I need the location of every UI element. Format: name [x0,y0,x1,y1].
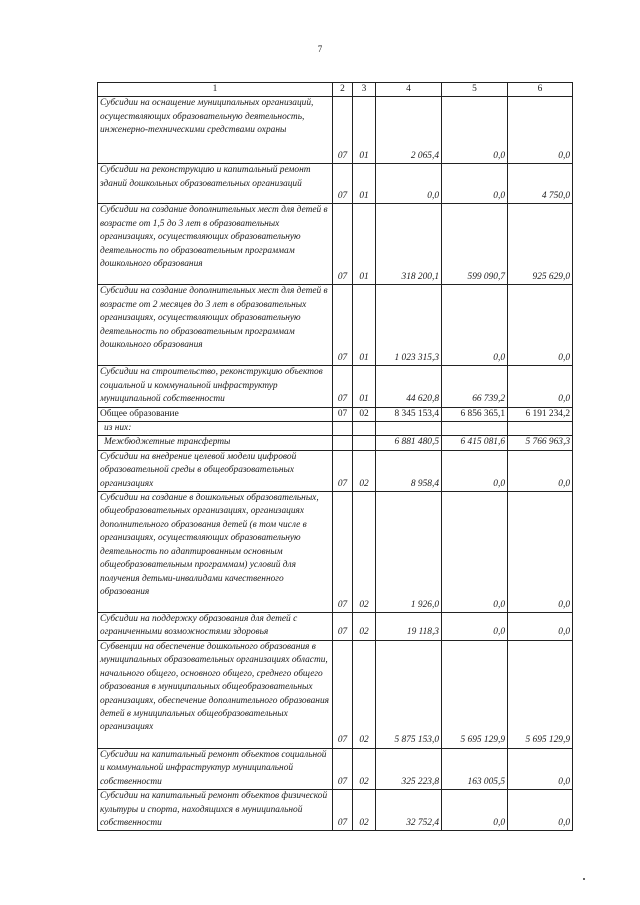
page-number: 7 [317,44,323,54]
table-row [98,436,573,450]
value-cell-col5: 0,0 [442,613,508,641]
column-header: 3 [353,83,376,97]
value-cell-col6: 6 191 234,2 [508,407,573,421]
subsection-code-cell: 02 [353,748,376,789]
table-row [98,285,573,366]
value-cell-col4: 1 926,0 [376,492,442,613]
table-row [98,450,573,491]
value-cell-col6: 5 695 129,9 [508,640,573,748]
value-cell-col4: 325 223,8 [376,748,442,789]
row-name-cell: Субсидии на капитальный ремонт объектов физической культуры и спорта, находящихся в муниципальной собственности [98,790,333,831]
value-cell-col6: 5 766 963,3 [508,436,573,450]
section-code-cell: 07 [333,204,353,285]
table-row [98,422,573,436]
table-row [98,640,573,748]
value-cell-col5: 6 856 365,1 [442,407,508,421]
subsection-code-cell: 02 [353,492,376,613]
subsection-code-cell: 01 [353,97,376,164]
value-cell-col6: 0,0 [508,285,573,366]
row-name-cell: Субвенции на обеспечение дошкольного образования в муниципальных образовательных организациях области, начального общего, основного общего, среднего общего образования в муниципальных общеобразовательных организациях, обеспечение дополнительного образования детей в муниципальных общеобразовательных организациях [98,640,333,748]
value-cell-col5: 0,0 [442,790,508,831]
scan-speck [583,878,585,880]
table-row [98,204,573,285]
value-cell-col5: 66 739,2 [442,366,508,407]
value-cell-col4: 19 118,3 [376,613,442,641]
subsection-code-cell: 01 [353,366,376,407]
subsection-code-cell: 02 [353,640,376,748]
value-cell-col4: 8 345 153,4 [376,407,442,421]
value-cell-col4: 8 958,4 [376,450,442,491]
value-cell-col4: 0,0 [376,164,442,204]
value-cell-col6: 0,0 [508,97,573,164]
value-cell-col6: 925 629,0 [508,204,573,285]
row-name-cell: Субсидии на капитальный ремонт объектов социальной и коммунальной инфраструктур муниципальной собственности [98,748,333,789]
value-cell-col5: 163 005,5 [442,748,508,789]
table-row [98,790,573,831]
subsection-code-cell: 02 [353,450,376,491]
value-cell-col4: 44 620,8 [376,366,442,407]
table-row [98,492,573,613]
value-cell-col6: 0,0 [508,450,573,491]
row-name-cell: Субсидии на реконструкцию и капитальный ремонт зданий дошкольных образовательных организаций [98,164,333,204]
value-cell-col5: 0,0 [442,164,508,204]
row-name-cell: Субсидии на создание дополнительных мест для детей в возрасте от 2 месяцев до 3 лет в образовательных организациях, осуществляющих образовательную деятельность по образовательным программам дошкольного образования [98,285,333,366]
column-header: 2 [333,83,353,97]
subsection-code-cell [353,436,376,450]
section-code-cell: 07 [333,613,353,641]
column-header: 1 [98,83,333,97]
table-row [98,366,573,407]
section-code-cell: 07 [333,492,353,613]
value-cell-col6: 0,0 [508,366,573,407]
subsection-code-cell: 01 [353,164,376,204]
value-cell-col5: 6 415 081,6 [442,436,508,450]
section-code-cell [333,436,353,450]
section-code-cell: 07 [333,450,353,491]
table-row [98,164,573,204]
column-header: 5 [442,83,508,97]
value-cell-col5: 0,0 [442,450,508,491]
value-cell-col5: 0,0 [442,492,508,613]
value-cell-col5: 0,0 [442,285,508,366]
value-cell-col6: 0,0 [508,492,573,613]
value-cell-col4: 32 752,4 [376,790,442,831]
table-row [98,748,573,789]
value-cell-col6: 4 750,0 [508,164,573,204]
section-code-cell: 07 [333,285,353,366]
row-name-cell: Субсидии на создание дополнительных мест для детей в возрасте от 1,5 до 3 лет в образовательных организациях, осуществляющих образовательную деятельность по образовательным программам дошкольного образования [98,204,333,285]
section-code-cell: 07 [333,366,353,407]
row-name-cell: Субсидии на создание в дошкольных образовательных, общеобразовательных организациях, организациях дополнительного образования детей (в том числе в организациях, осуществляющих образовательную деятельность по адаптированным основным общеобразовательным программам) условий для получения детьми-инвалидами качественного образования [98,492,333,613]
table-header-row [98,83,573,97]
table-row [98,407,573,421]
subsection-code-cell: 02 [353,613,376,641]
value-cell-col4 [376,422,442,436]
section-code-cell: 07 [333,640,353,748]
value-cell-col4: 1 023 315,3 [376,285,442,366]
value-cell-col4: 2 065,4 [376,97,442,164]
budget-table [97,82,573,831]
value-cell-col6 [508,422,573,436]
table-row [98,97,573,164]
row-name-cell: из них: [98,422,333,436]
subsection-code-cell [353,422,376,436]
section-code-cell: 07 [333,407,353,421]
row-name-cell: Субсидии на строительство, реконструкцию объектов социальной и коммунальной инфраструктур муниципальной собственности [98,366,333,407]
section-code-cell: 07 [333,97,353,164]
value-cell-col5 [442,422,508,436]
row-name-cell: Субсидии на внедрение целевой модели цифровой образовательной среды в общеобразовательных организациях [98,450,333,491]
value-cell-col6: 0,0 [508,748,573,789]
section-code-cell: 07 [333,164,353,204]
section-code-cell [333,422,353,436]
value-cell-col4: 5 875 153,0 [376,640,442,748]
table-row [98,613,573,641]
section-code-cell: 07 [333,748,353,789]
column-header: 6 [508,83,573,97]
row-name-cell: Субсидии на оснащение муниципальных организаций, осуществляющих образовательную деятельность, инженерно-техническими средствами охраны [98,97,333,164]
subsection-code-cell: 01 [353,285,376,366]
value-cell-col4: 6 881 480,5 [376,436,442,450]
subsection-code-cell: 02 [353,407,376,421]
value-cell-col4: 318 200,1 [376,204,442,285]
subsection-code-cell: 01 [353,204,376,285]
value-cell-col6: 0,0 [508,790,573,831]
row-name-cell: Общее образование [98,407,333,421]
row-name-cell: Субсидии на поддержку образования для детей с ограниченными возможностями здоровья [98,613,333,641]
section-code-cell: 07 [333,790,353,831]
column-header: 4 [376,83,442,97]
row-name-cell: Межбюджетные трансферты [98,436,333,450]
subsection-code-cell: 02 [353,790,376,831]
value-cell-col5: 5 695 129,9 [442,640,508,748]
value-cell-col6: 0,0 [508,613,573,641]
value-cell-col5: 0,0 [442,97,508,164]
value-cell-col5: 599 090,7 [442,204,508,285]
